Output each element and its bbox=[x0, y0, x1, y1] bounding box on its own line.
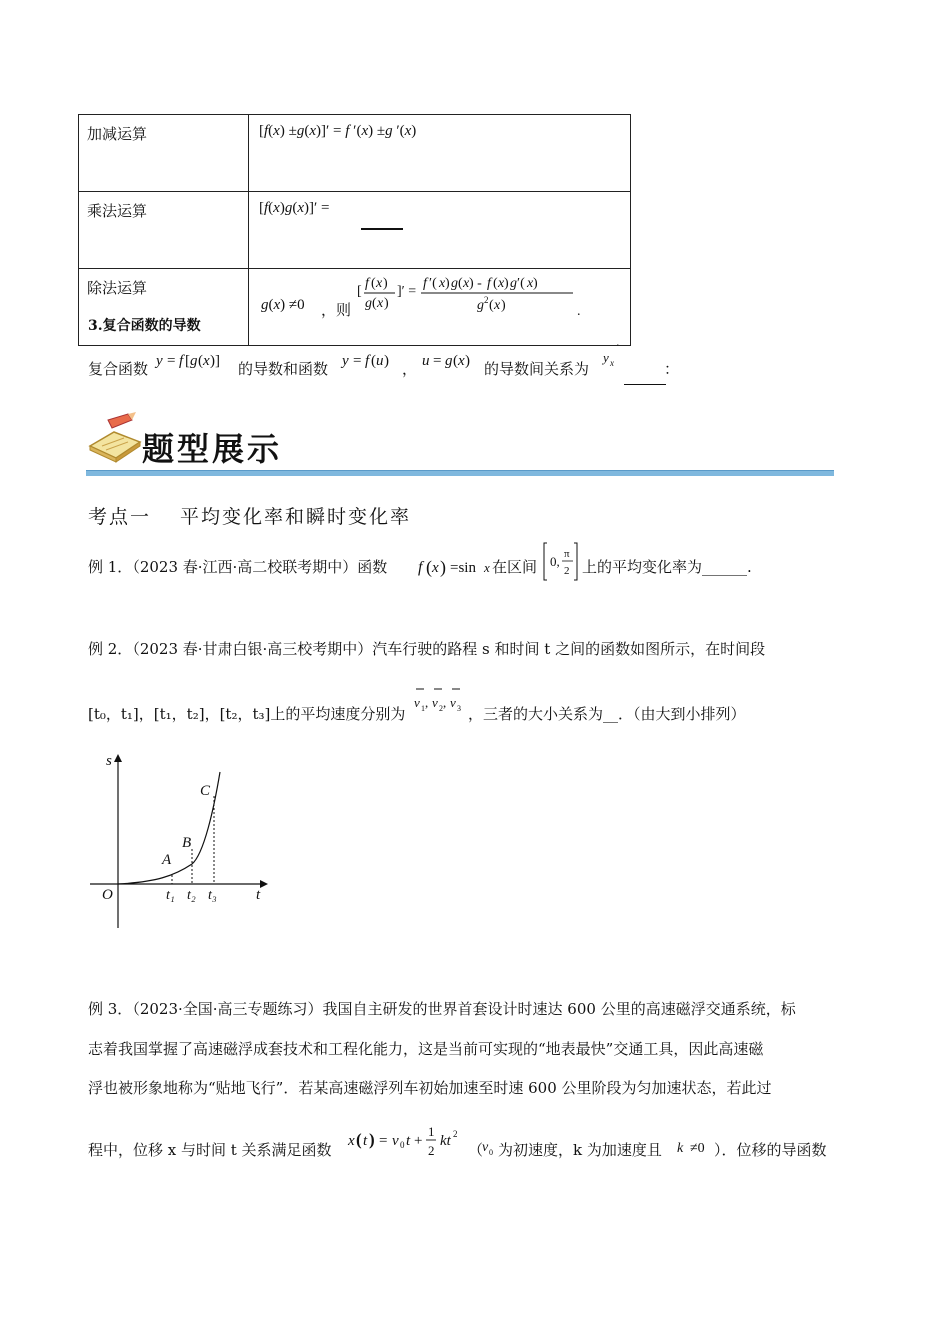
svg-text:,: , bbox=[425, 695, 429, 710]
s-axis-arrow-icon bbox=[114, 754, 122, 762]
svg-text:x: x bbox=[610, 358, 614, 368]
svg-text:v: v bbox=[482, 1140, 489, 1155]
svg-text:(: ( bbox=[458, 276, 463, 291]
svg-text:2: 2 bbox=[564, 565, 570, 577]
svg-text:y: y bbox=[156, 353, 163, 369]
svg-text:kt: kt bbox=[440, 1133, 451, 1149]
table-row bbox=[79, 192, 631, 269]
svg-text:2: 2 bbox=[439, 704, 443, 713]
rule-name: 乘法运算 bbox=[79, 192, 249, 269]
example-label: 例 3． bbox=[88, 1000, 133, 1018]
outer-function-formula bbox=[340, 350, 402, 372]
text-fragment: ，三者的大小关系为__．（由大到小排列） bbox=[468, 705, 746, 723]
point-label-C: C bbox=[200, 783, 211, 799]
tick-label-t1: t₁ bbox=[166, 888, 175, 903]
inner-function-formula bbox=[420, 350, 486, 372]
svg-text:[: [ bbox=[357, 284, 362, 299]
svg-text:]′ =: ]′ = bbox=[397, 284, 417, 299]
svg-text:x: x bbox=[376, 276, 383, 291]
svg-text:f: f bbox=[487, 276, 491, 291]
svg-text:=: = bbox=[167, 353, 176, 369]
svg-text:0: 0 bbox=[400, 1140, 405, 1150]
text-fragment: [t₀，t₁]，[t₁，t₂]，[t₂，t₃]上的平均速度分别为 bbox=[88, 705, 406, 723]
svg-text:.: . bbox=[577, 304, 581, 319]
svg-text:u: u bbox=[376, 353, 384, 369]
svg-text:(: ( bbox=[371, 353, 376, 369]
svg-text:≠0: ≠0 bbox=[690, 1141, 705, 1156]
table-row bbox=[79, 115, 631, 192]
text-fragment: 的导数间关系为 bbox=[484, 360, 590, 378]
svg-text:x: x bbox=[432, 560, 439, 576]
svg-text:1: 1 bbox=[428, 1124, 435, 1139]
rule-name: 除法运算 bbox=[79, 269, 249, 346]
svg-text:y: y bbox=[342, 353, 349, 369]
svg-text:x: x bbox=[439, 276, 446, 291]
svg-text:(: ( bbox=[372, 296, 377, 311]
book-pencil-icon bbox=[86, 412, 144, 464]
svg-text:3: 3 bbox=[457, 704, 461, 713]
svg-text:v: v bbox=[414, 695, 420, 710]
distance-time-graph bbox=[86, 748, 276, 932]
text-fragment: （2023·全国·高三专题练习）我国自主研发的世界首套设计时速达 600 公里的高速磁浮交通系统，标 bbox=[132, 1000, 796, 1018]
example-2-line1 bbox=[88, 638, 765, 659]
quotient-condition: g(x) ≠0 bbox=[261, 297, 305, 313]
section-title: 3.复合函数的导数 bbox=[88, 318, 201, 334]
svg-text:): ) bbox=[445, 276, 450, 291]
svg-text:x: x bbox=[348, 1133, 355, 1149]
svg-text:(: ( bbox=[453, 353, 458, 369]
answer-blank bbox=[361, 228, 403, 230]
svg-text:x: x bbox=[463, 276, 470, 291]
derivative-yx-symbol bbox=[601, 344, 623, 370]
svg-text:f: f bbox=[423, 276, 427, 291]
text-fragment: 程中，位移 x 与时间 t 关系满足函数 bbox=[88, 1141, 332, 1159]
example-1-text bbox=[88, 556, 387, 577]
example-3-line3: 浮也被形象地称为“贴地飞行”．若某高速磁浮列车初始加速至时速 600 公里阶段为匀加速状态，若此过 bbox=[88, 1079, 772, 1097]
banner-title: 题型展示 bbox=[142, 430, 283, 468]
svg-text:(: ( bbox=[356, 1130, 362, 1149]
text-fragment: 在区间 bbox=[492, 558, 538, 576]
svg-text:(: ( bbox=[198, 353, 203, 369]
svg-text:v: v bbox=[450, 695, 456, 710]
function-sinx-formula bbox=[416, 552, 496, 578]
point-label-B: B bbox=[182, 835, 192, 851]
example-3-line2: 志着我国掌握了高速磁浮成套技术和工程化能力，这是当前可实现的“地表最快”交通工具，因此高速磁 bbox=[88, 1040, 764, 1058]
svg-text:′(: ′( bbox=[429, 276, 437, 291]
svg-text:π: π bbox=[564, 548, 570, 560]
example-3-line1 bbox=[88, 998, 796, 1019]
tick-label-t2: t₂ bbox=[187, 888, 196, 903]
svg-text:y: y bbox=[603, 350, 609, 365]
svg-text:)]: )] bbox=[210, 353, 220, 369]
text-fragment: ： bbox=[664, 360, 680, 378]
example-label: 例 2． bbox=[88, 640, 133, 658]
svg-text:g: g bbox=[510, 276, 517, 291]
svg-text:(: ( bbox=[426, 557, 432, 577]
svg-text:v: v bbox=[432, 695, 438, 710]
svg-text:t: t bbox=[406, 1133, 411, 1149]
point-label-A: A bbox=[162, 852, 172, 868]
svg-text:x: x bbox=[494, 298, 501, 313]
svg-text:x: x bbox=[527, 276, 534, 291]
text-fragment: （2023 春·江西·高二校联考期中）函数 bbox=[132, 558, 388, 576]
svg-text:f: f bbox=[365, 276, 369, 291]
text-fragment: 为初速度，k 为加速度且 bbox=[498, 1141, 662, 1159]
sum-rule-formula: [f(x) ±g(x)]′ = f ′(x) ±g ′(x) bbox=[259, 123, 417, 139]
text-fragment: 上的平均变化率为______. bbox=[582, 558, 752, 576]
svg-text:2: 2 bbox=[428, 1143, 435, 1158]
svg-text:u: u bbox=[422, 353, 430, 369]
svg-text:(: ( bbox=[489, 298, 494, 313]
composite-function-formula bbox=[154, 350, 239, 372]
section3-line bbox=[88, 358, 148, 379]
svg-text:t: t bbox=[363, 1133, 368, 1149]
svg-text:0,: 0, bbox=[550, 554, 560, 569]
svg-text:): ) bbox=[384, 353, 389, 369]
text-fragment: ， bbox=[402, 360, 418, 378]
svg-text:): ) bbox=[440, 557, 446, 577]
svg-text:x: x bbox=[458, 353, 465, 369]
axis-label-s: s bbox=[106, 753, 112, 769]
svg-text:f: f bbox=[179, 353, 184, 369]
average-velocity-symbols bbox=[412, 684, 468, 718]
k-nonzero-formula bbox=[676, 1136, 716, 1158]
product-rule-formula: [f(x)g(x)]′ = bbox=[259, 200, 330, 216]
svg-text:0: 0 bbox=[489, 1148, 493, 1157]
rule-name: 加减运算 bbox=[79, 115, 249, 192]
svg-text:g: g bbox=[477, 298, 484, 313]
svg-text:′(: ′( bbox=[517, 276, 525, 291]
svg-text:f: f bbox=[365, 353, 370, 369]
answer-blank bbox=[624, 384, 666, 385]
svg-text:[: [ bbox=[185, 353, 190, 369]
svg-text:2: 2 bbox=[453, 1129, 458, 1139]
interval-formula bbox=[542, 540, 580, 584]
svg-text:v: v bbox=[392, 1133, 399, 1149]
text-fragment: 复合函数 bbox=[88, 360, 149, 378]
svg-text:2: 2 bbox=[484, 295, 489, 305]
svg-text:): ) bbox=[383, 276, 388, 291]
svg-text:): ) bbox=[504, 276, 509, 291]
svg-text:=: = bbox=[433, 353, 442, 369]
derivative-rules-table bbox=[78, 114, 631, 346]
t-axis-arrow-icon bbox=[260, 880, 268, 888]
svg-text:g: g bbox=[365, 296, 372, 311]
svg-text:x: x bbox=[484, 560, 490, 575]
svg-text:x: x bbox=[203, 353, 210, 369]
svg-text:k: k bbox=[677, 1141, 684, 1156]
tick-label-t3: t₃ bbox=[208, 888, 217, 903]
svg-text:): ) bbox=[501, 298, 506, 313]
svg-text:x: x bbox=[377, 296, 384, 311]
svg-text:f: f bbox=[418, 559, 423, 576]
svg-text:(: ( bbox=[493, 276, 498, 291]
quotient-rule-formula bbox=[355, 271, 585, 321]
svg-text:,: , bbox=[443, 695, 447, 710]
svg-text:): ) bbox=[465, 353, 470, 369]
text-fragment: （2023 春·甘肃白银·高三校考期中）汽车行驶的路程 s 和时间 t 之间的函数如图所示，在时间段 bbox=[132, 640, 766, 658]
example-3-line4 bbox=[88, 1139, 332, 1160]
example-2-line2 bbox=[88, 703, 405, 724]
svg-text:): ) bbox=[369, 1130, 375, 1149]
example-label: 例 1． bbox=[88, 558, 133, 576]
svg-text:=: = bbox=[353, 353, 362, 369]
svg-text:g: g bbox=[445, 353, 453, 369]
svg-text:(: ( bbox=[371, 276, 376, 291]
initial-velocity-symbol bbox=[481, 1136, 497, 1158]
displacement-function-formula bbox=[346, 1120, 464, 1164]
svg-text:′: ′ bbox=[617, 344, 619, 352]
svg-text:g: g bbox=[451, 276, 458, 291]
svg-text:x: x bbox=[498, 276, 505, 291]
svg-text:1: 1 bbox=[421, 704, 425, 713]
kaodian-title: 考点一 平均变化率和瞬时变化率 bbox=[88, 506, 412, 528]
then-label: ，则 bbox=[321, 301, 352, 319]
svg-text:=: = bbox=[379, 1133, 388, 1149]
svg-text:): ) bbox=[533, 276, 538, 291]
svg-text:+: + bbox=[414, 1133, 423, 1149]
text-fragment: ）．位移的导函数 bbox=[714, 1141, 827, 1159]
axis-label-t: t bbox=[256, 887, 261, 903]
svg-text:): ) bbox=[384, 296, 389, 311]
text-fragment: 的导数和函数 bbox=[238, 360, 329, 378]
svg-text:=sin: =sin bbox=[450, 560, 476, 576]
svg-text:) -: ) - bbox=[469, 276, 482, 291]
text-fragment: （ bbox=[468, 1141, 484, 1159]
origin-label: O bbox=[102, 887, 113, 903]
banner-divider bbox=[86, 470, 834, 476]
svg-text:g: g bbox=[190, 353, 198, 369]
